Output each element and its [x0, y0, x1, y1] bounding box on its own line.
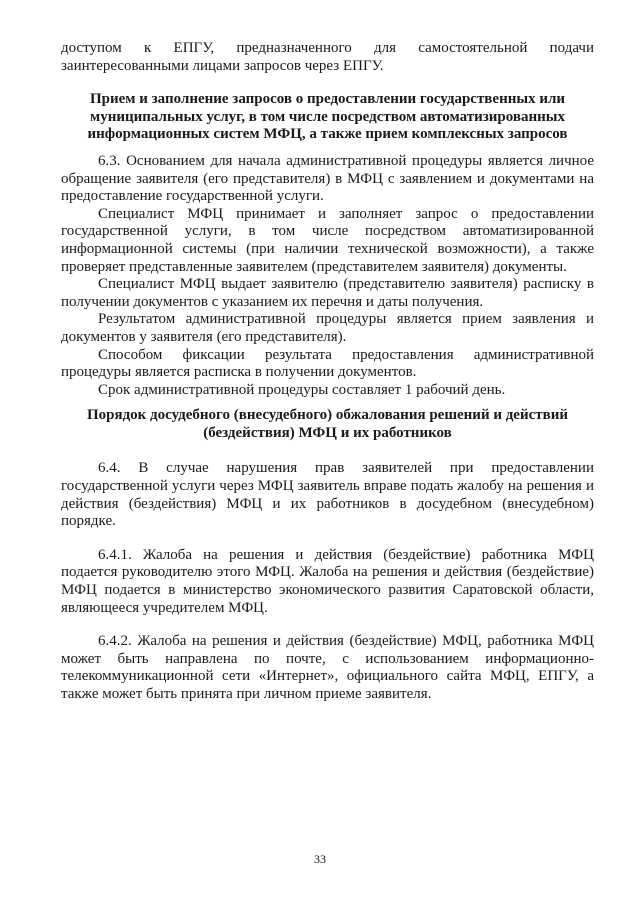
paragraph-specialist-accepts: Специалист МФЦ принимает и заполняет запрос о предоставлении государственной услуги, в том числе посредством автоматизированной информационной системы (при наличии технической возможности), а также проверяет представленные заявителем (представителем заявителя) документы.: [61, 205, 594, 275]
paragraph-6-3: 6.3. Основанием для начала административной процедуры является личное обращение заявителя (его представителя) в МФЦ с заявлением и документами на предоставление государственной услуги.: [61, 152, 594, 205]
paragraph-6-4-1: 6.4.1. Жалоба на решения и действия (бездействие) работника МФЦ подается руководителю этого МФЦ. Жалоба на решения и действия (бездействие) МФЦ подается в министерство экономического развития Саратовской области, являющееся учредителем МФЦ.: [61, 546, 594, 616]
paragraph-method: Способом фиксации результата предоставления административной процедуры является расписка в получении документов.: [61, 346, 594, 381]
section-heading-acceptance: Прием и заполнение запросов о предоставлении государственных или муниципальных услуг, в том числе посредством автоматизированных информационных систем МФЦ, а также прием комплексных запросов: [87, 91, 568, 143]
section-heading-appeal: Порядок досудебного (внесудебного) обжалования решений и действий (бездействия) МФЦ и их работников: [86, 407, 569, 441]
paragraph-result: Результатом административной процедуры является прием заявления и документов у заявителя (его представителя).: [61, 311, 594, 345]
intro-paragraph: доступом к ЕПГУ, предназначенного для самостоятельной подачи заинтересованными лицами запросов через ЕПГУ.: [61, 40, 594, 74]
paragraph-6-4-2: 6.4.2. Жалоба на решения и действия (бездействие) МФЦ, работника МФЦ может быть направлена по почте, с использованием информационно-телекоммуникационной сети «Интернет», официального сайта МФЦ, ЕПГУ, а также может быть принята при личном приеме заявителя.: [61, 633, 594, 702]
paragraph-6-4: 6.4. В случае нарушения прав заявителей при предоставлении государственной услуги через МФЦ заявитель вправе подать жалобу на решения и действия (бездействия) МФЦ и их работников в досудебном (внесудебном) порядке.: [61, 460, 594, 530]
page-number: 33: [314, 852, 326, 866]
paragraph-term: Срок административной процедуры составляет 1 рабочий день.: [98, 381, 506, 398]
paragraph-specialist-issues: Специалист МФЦ выдает заявителю (представителю заявителя) расписку в получении документов с указанием их перечня и даты получения.: [61, 276, 594, 310]
